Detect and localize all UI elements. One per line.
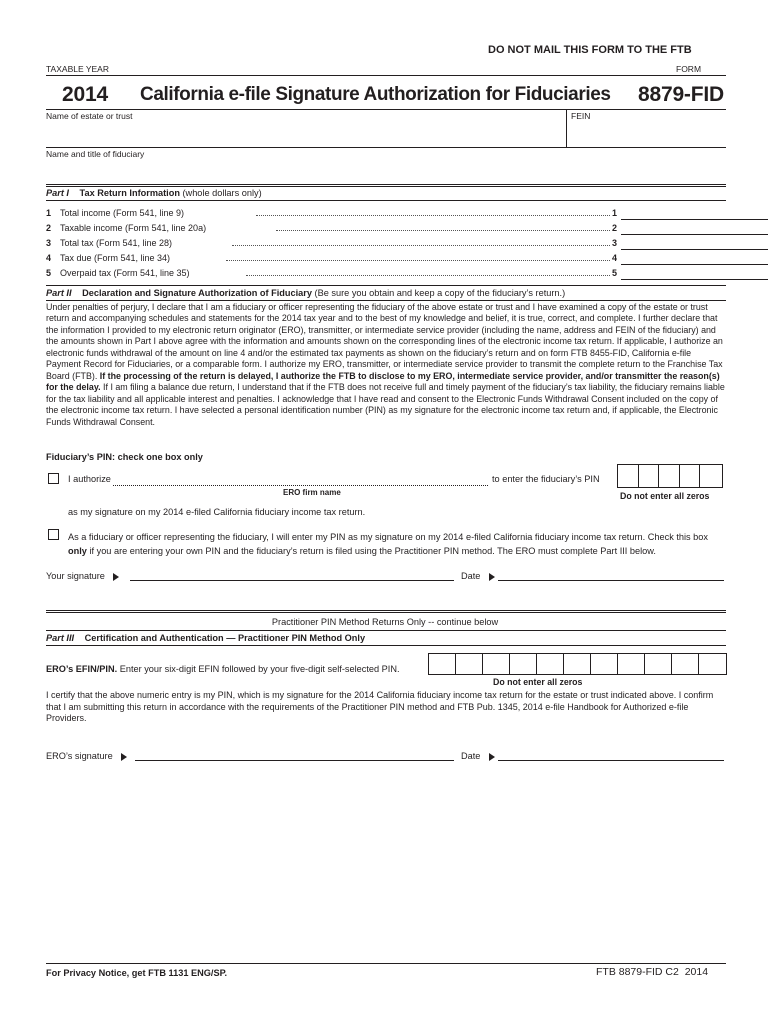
- authorize-label: I authorize: [68, 474, 111, 484]
- taxable-year-label: TAXABLE YEAR: [46, 64, 109, 74]
- line-5: [46, 268, 726, 282]
- line-ref: 4: [612, 253, 618, 263]
- estate-name-field[interactable]: [46, 122, 564, 146]
- form-id-footer: FTB 8879-FID C2 2014: [596, 966, 709, 978]
- line-ref: 3: [612, 238, 618, 248]
- estate-name-label: Name of estate or trust: [46, 111, 133, 121]
- fiduciary-pin-boxes[interactable]: [617, 464, 723, 488]
- your-date-field[interactable]: [498, 566, 724, 580]
- authorize-ero-checkbox[interactable]: [48, 473, 59, 484]
- fein-label: FEIN: [571, 111, 591, 121]
- efin-digit[interactable]: [429, 654, 456, 674]
- efin-digit[interactable]: [510, 654, 537, 674]
- part3-sub-rule: [46, 645, 726, 646]
- your-signature-line: [130, 580, 454, 581]
- part1-label: Part I: [46, 188, 69, 198]
- line-label: Total income (Form 541, line 9): [60, 208, 185, 218]
- pin-digit[interactable]: [700, 465, 721, 487]
- efin-digit[interactable]: [564, 654, 591, 674]
- ero-signature-field[interactable]: [135, 746, 454, 760]
- pin-digit[interactable]: [699, 654, 726, 674]
- amount-field-5[interactable]: [621, 279, 768, 280]
- declaration-bold: If the processing of the return is delayed, I authorize the FTB to disclose to my ERO, intermediate service provider, and/or transmitter the reason(s) for the delay.: [46, 370, 720, 393]
- amount-field-3[interactable]: [621, 249, 768, 250]
- option2-bold: only: [68, 546, 87, 556]
- line-number: 4: [46, 253, 52, 263]
- part1-rule: [46, 184, 726, 187]
- efin-digit[interactable]: [456, 654, 483, 674]
- header-rule: [46, 75, 726, 76]
- leader-dots: [276, 230, 610, 231]
- ero-signature-line: [135, 760, 454, 761]
- ero-date-field[interactable]: [498, 746, 724, 760]
- line-ref: 2: [612, 223, 618, 233]
- continue-note: Practitioner PIN Method Returns Only -- continue below: [271, 617, 499, 627]
- arrow-right-icon: [121, 753, 127, 761]
- pin-digit[interactable]: [618, 654, 645, 674]
- amount-field-2[interactable]: [621, 234, 768, 235]
- estate-rule: [46, 147, 726, 148]
- declaration-part-a: Under penalties of perjury, I declare that I am a fiduciary or officer representing the fiduciary of the above estate or trust and I have examined a copy of the estate or trust return and accompanying schedules and statements for the 2014 tax year and to the best of my knowledge and belief, it is true, correct, and complete. I further declare that the information I provided to my electronic return originator (ERO), transmitter, or intermediate service provider (including the name, address and FEIN of the fiduciary) and the amounts shown in Part I above agree with the information and amounts shown on the corresponding lines of the electronic income tax return. If applicable, I authorize an electronic funds withdrawal of the amount on line 4 and/or the estimated tax payments as shown on the fiduciary’s return and on form FTB 8455-FID, California e-file Payment Record for Fiduciaries, or a comparable form. I authorize my ERO, transmitter, or intermediate service provider to transmit the complete return to the Franchise Tax Board (FTB).: [46, 302, 723, 381]
- leader-dots: [246, 275, 610, 276]
- pin-digit[interactable]: [618, 465, 639, 487]
- line-number: 3: [46, 238, 52, 248]
- your-signature-row: [46, 571, 119, 581]
- part3-rule: [46, 630, 726, 631]
- pin-digit[interactable]: [672, 654, 699, 674]
- ero-signature-label: ERO’s signature: [46, 751, 113, 761]
- arrow-right-icon: [113, 573, 119, 581]
- do-not-mail-notice: DO NOT MAIL THIS FORM TO THE FTB: [488, 44, 692, 56]
- part2-title-note: (Be sure you obtain and keep a copy of the fiduciary’s return.): [314, 288, 566, 298]
- pin-digit[interactable]: [591, 654, 618, 674]
- part3-header: [46, 633, 365, 643]
- arrow-right-icon: [489, 753, 495, 761]
- footer-rule: [46, 963, 726, 964]
- efin-digit[interactable]: [537, 654, 564, 674]
- ero-date-row: [461, 751, 495, 761]
- part2-label: Part II: [46, 288, 72, 298]
- pin-no-zeros-note: Do not enter all zeros: [620, 491, 710, 501]
- fiduciary-name-field[interactable]: [46, 160, 724, 182]
- part3-title: Certification and Authentication — Practitioner PIN Method Only: [84, 633, 366, 643]
- ero-date-line: [498, 760, 724, 761]
- line-3: [46, 238, 726, 252]
- title-rule: [46, 109, 726, 110]
- part1-title: Tax Return Information: [79, 188, 180, 198]
- efin-label: ERO’s EFIN/PIN.: [46, 664, 118, 674]
- part1-sub-rule: [46, 200, 726, 201]
- ero-firm-name-field[interactable]: [113, 471, 488, 485]
- line-label: Total tax (Form 541, line 28): [60, 238, 173, 248]
- line-ref: 5: [612, 268, 618, 278]
- line-label: Overpaid tax (Form 541, line 35): [60, 268, 190, 278]
- arrow-right-icon: [489, 573, 495, 581]
- line-label: Taxable income (Form 541, line 20a): [60, 223, 207, 233]
- line-2: [46, 223, 726, 237]
- pin-digit[interactable]: [659, 465, 680, 487]
- tax-year: 2014: [62, 83, 108, 106]
- line-number: 5: [46, 268, 52, 278]
- leader-dots: [232, 245, 610, 246]
- date-line: [498, 580, 724, 581]
- part2-rule: [46, 285, 726, 286]
- privacy-notice: For Privacy Notice, get FTB 1131 ENG/SP.: [46, 968, 228, 978]
- line-ref: 1: [612, 208, 618, 218]
- form-title: California e-file Signature Authorization for Fiduciaries: [140, 84, 611, 105]
- ero-firm-line: [113, 485, 488, 486]
- ero-date-label: Date: [461, 751, 481, 761]
- ero-signature-row: [46, 751, 127, 761]
- efin-no-zeros-note: Do not enter all zeros: [493, 677, 583, 687]
- part3-divider: [46, 610, 726, 613]
- fiduciary-name-label: Name and title of fiduciary: [46, 149, 145, 159]
- leader-dots: [256, 215, 610, 216]
- option2-part-b: if you are entering your own PIN and the fiduciary’s return is filed using the Practitioner PIN method. The ERO must complete Part III below.: [89, 546, 656, 556]
- form-number: 8879-FID: [638, 83, 724, 106]
- part1-title-note: (whole dollars only): [182, 188, 262, 198]
- your-signature-label: Your signature: [46, 571, 105, 581]
- fein-divider: [566, 109, 567, 147]
- date-label: Date: [461, 571, 481, 581]
- part2-header: [46, 288, 565, 298]
- declaration-part-b: If I am filing a balance due return, I understand that if the FTB does not receive full and timely payment of the fiduciary’s tax liability, the fiduciary remains liable for the tax liability and all applicable interest and penalties. I acknowledge that I have read and consent to the Electronic Funds Withdrawal Consent included on the copy of the electronic income tax return. I have selected a personal identification number (PIN) as my signature for the electronic income tax return and, if applicable, the Electronic Funds Withdrawal Consent.: [46, 382, 725, 427]
- certify-text: I certify that the above numeric entry is my PIN, which is my signature for the 2014 California fiduciary income tax return for the estate or trust indicated above. I confirm that I am submitting this return in accordance with the requirements of the Practitioner PIN method and FTB Pub. 1345, 2014 e-file Handbook for Authorized e-file Providers.: [46, 690, 714, 724]
- pin-digit[interactable]: [645, 654, 672, 674]
- ero-efin-pin-boxes[interactable]: [428, 653, 727, 675]
- option2-text: [68, 530, 728, 558]
- efin-instructions: [46, 664, 400, 674]
- line-1: [46, 208, 726, 222]
- part2-sub-rule: [46, 300, 726, 301]
- leader-dots: [226, 260, 610, 261]
- efin-text: Enter your six-digit EFIN followed by your five-digit self-selected PIN.: [119, 664, 400, 674]
- amount-field-4[interactable]: [621, 264, 768, 265]
- option2-part-a: As a fiduciary or officer representing the fiduciary, I will enter my PIN as my signature on my 2014 e-filed California fiduciary income tax return. Check this box: [68, 532, 708, 542]
- pin-digit[interactable]: [639, 465, 660, 487]
- line-number: 1: [46, 208, 52, 218]
- declaration-text: [46, 302, 726, 428]
- authorize-suffix: to enter the fiduciary’s PIN: [492, 474, 600, 484]
- line-label: Tax due (Form 541, line 34): [60, 253, 171, 263]
- fein-field[interactable]: [568, 122, 724, 146]
- line-4: [46, 253, 726, 267]
- part1-header: [46, 188, 262, 198]
- form-label: FORM: [676, 64, 702, 74]
- pin-digit[interactable]: [680, 465, 701, 487]
- part2-title: Declaration and Signature Authorization of Fiduciary: [82, 288, 312, 298]
- efin-digit[interactable]: [483, 654, 510, 674]
- line-number: 2: [46, 223, 52, 233]
- self-pin-checkbox[interactable]: [48, 529, 59, 540]
- part3-label: Part III: [46, 633, 75, 643]
- signature-note: as my signature on my 2014 e-filed California fiduciary income tax return.: [68, 507, 366, 517]
- your-signature-field[interactable]: [130, 566, 454, 580]
- pin-heading: Fiduciary’s PIN: check one box only: [46, 452, 203, 462]
- ero-firm-name-caption: ERO firm name: [283, 488, 341, 497]
- amount-field-1[interactable]: [621, 219, 768, 220]
- date-row: [461, 571, 495, 581]
